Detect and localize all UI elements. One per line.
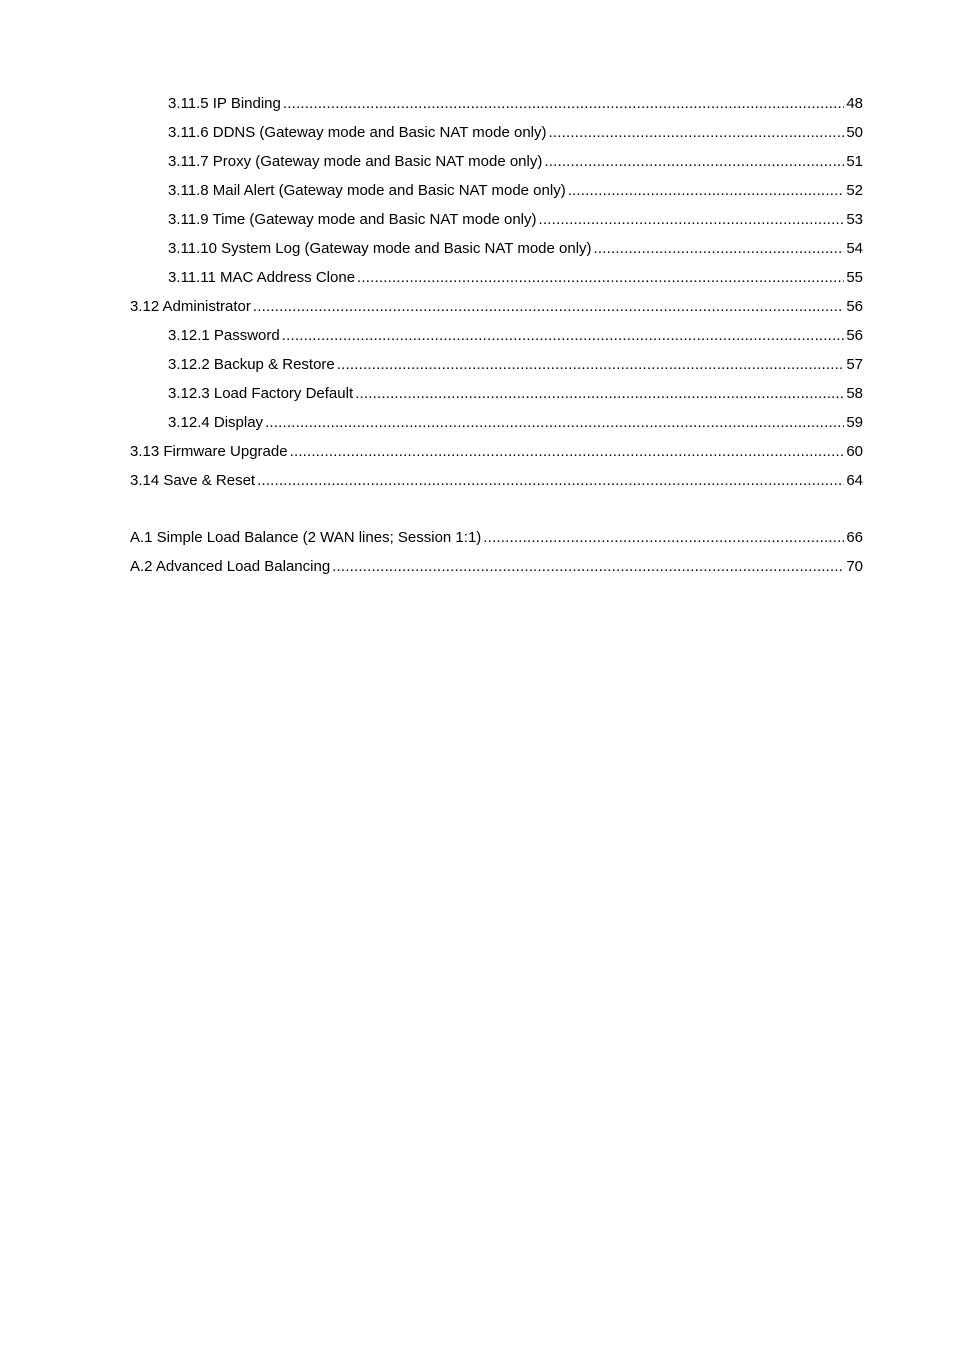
toc-entry[interactable] [130,411,863,440]
toc-entry[interactable] [130,526,863,555]
toc-dot-leader [549,121,845,145]
toc-entry-page: 57 [846,356,863,373]
toc-entry[interactable] [130,266,863,295]
toc-entry-page: 48 [846,95,863,112]
toc-entry-page: 55 [846,269,863,286]
toc-entry-page: 56 [846,327,863,344]
toc-dot-leader [332,555,844,579]
toc-dot-leader [483,526,844,550]
toc-dot-leader [253,295,844,319]
toc-dot-leader [357,266,844,290]
toc-entry-page: 59 [846,414,863,431]
toc-dot-leader [594,237,845,261]
toc-entry[interactable] [130,92,863,121]
toc-entry-title: 3.11.11 MAC Address Clone [168,269,356,286]
toc-dot-leader [265,411,844,435]
toc-entry-page: 58 [846,385,863,402]
toc-entry-title: A.2 Advanced Load Balancing [130,558,331,575]
toc-entry-title: 3.12.4 Display [168,414,264,431]
toc-dot-leader [282,324,845,348]
toc-entry-page: 60 [846,443,863,460]
toc-entry-title: 3.11.6 DDNS (Gateway mode and Basic NAT mode only) [168,124,547,141]
toc-entry-page: 56 [846,298,863,315]
toc-dot-leader [337,353,845,377]
toc-entry[interactable] [130,237,863,266]
toc-entry[interactable] [130,555,863,584]
toc-dot-leader [539,208,845,232]
toc-entry-title: 3.12 Administrator [130,298,251,315]
toc-entry[interactable] [130,440,863,469]
toc-entry-title: 3.12.3 Load Factory Default [168,385,354,402]
table-of-contents [130,92,863,584]
toc-entry-page: 64 [846,472,863,489]
toc-entry-title: 3.12.2 Backup & Restore [168,356,335,373]
toc-entry-title: 3.13 Firmware Upgrade [130,443,288,460]
toc-dot-leader [568,179,845,203]
toc-dot-leader [257,469,844,493]
toc-entry-page: 53 [846,211,863,228]
toc-entry-title: 3.11.9 Time (Gateway mode and Basic NAT mode only) [168,211,537,228]
toc-entry-title: 3.14 Save & Reset [130,472,256,489]
toc-entry[interactable] [130,179,863,208]
toc-dot-leader [544,150,844,174]
toc-entry[interactable] [130,150,863,179]
toc-entry[interactable] [130,121,863,150]
toc-entry-page: 66 [846,529,863,546]
toc-entry-title: A.1 Simple Load Balance (2 WAN lines; Session 1:1) [130,529,482,546]
toc-dot-leader [290,440,845,464]
toc-entry-page: 54 [846,240,863,257]
toc-entry-page: 51 [846,153,863,170]
toc-entry[interactable] [130,382,863,411]
toc-entry[interactable] [130,324,863,353]
toc-entry[interactable] [130,295,863,324]
toc-entry[interactable] [130,469,863,498]
toc-dot-leader [355,382,844,406]
toc-entry-page: 50 [846,124,863,141]
toc-entry[interactable] [130,353,863,382]
toc-entry-title: 3.12.1 Password [168,327,280,344]
toc-entry-title: 3.11.8 Mail Alert (Gateway mode and Basic NAT mode only) [168,182,566,199]
toc-entry[interactable] [130,208,863,237]
toc-entry-title: 3.11.10 System Log (Gateway mode and Basic NAT mode only) [168,240,592,257]
toc-entry-title: 3.11.7 Proxy (Gateway mode and Basic NAT mode only) [168,153,543,170]
toc-dot-leader [283,92,844,116]
toc-entry-page: 70 [846,558,863,575]
toc-entry-page: 52 [846,182,863,199]
toc-entry-title: 3.11.5 IP Binding [168,95,281,112]
